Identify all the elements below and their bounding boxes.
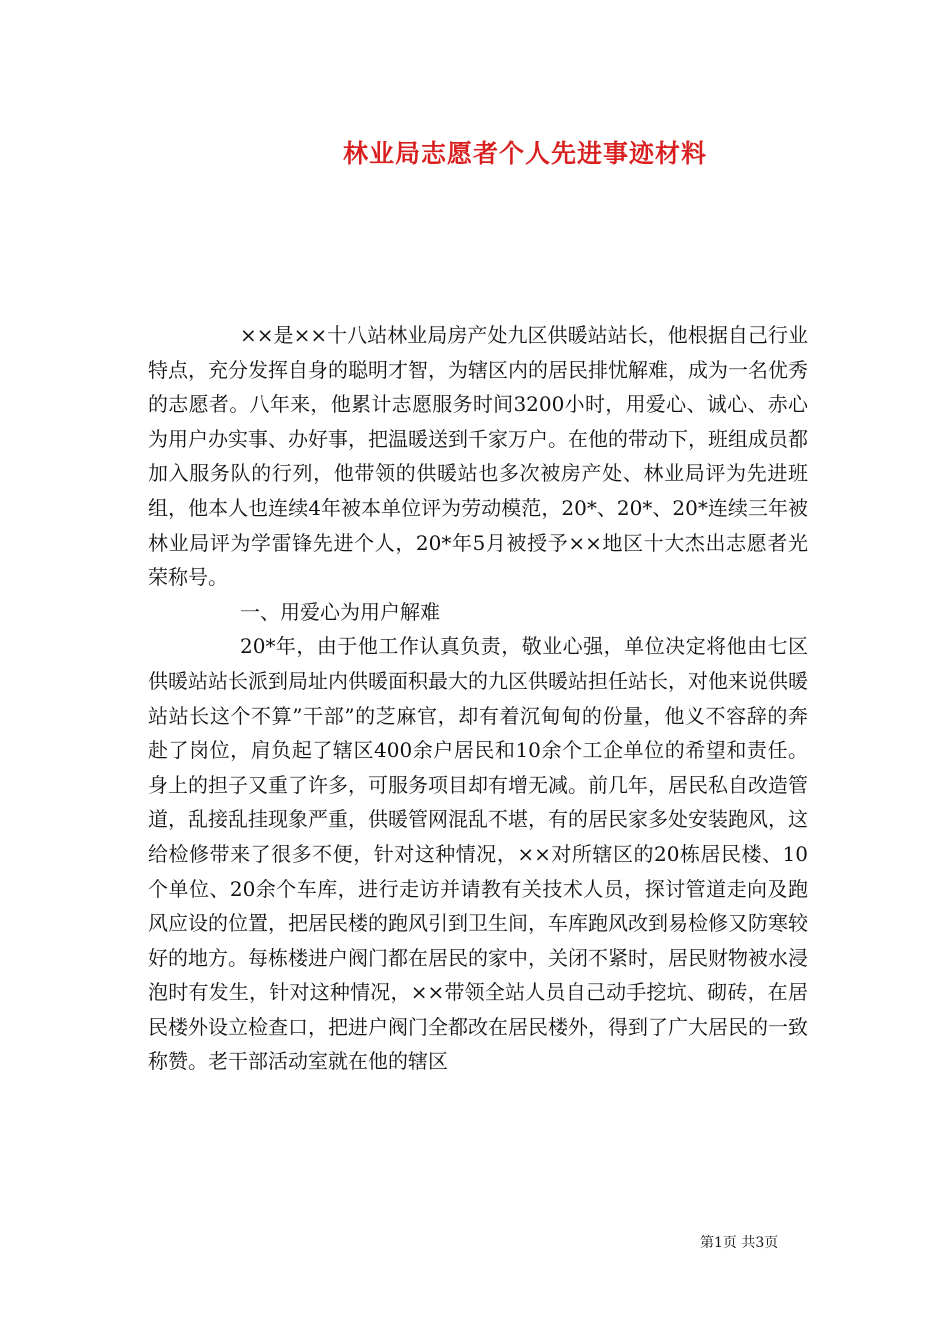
document-title: 林业局志愿者个人先进事迹材料 xyxy=(342,139,707,168)
paragraph-section-1: 20*年，由于他工作认真负责，敬业心强，单位决定将他由七区供暖站站长派到局址内供暖面积最大的九区供暖站担任站长，对他来说供暖站站长这个不算”干部”的芝麻官，却有着沉甸甸的份量，他义不容辞的奔赴了岗位，肩负起了辖区400余户居民和10余个工企单位的希望和责任。身上的担子又重了许多，可服务项目却有增无减。前几年，居民私自改造管道，乱接乱挂现象严重，供暖管网混乱不堪，有的居民家多处安装跑风，这给检修带来了很多不便，针对这种情况，××对所辖区的20栋居民楼、10个单位、20余个车库，进行走访并请教有关技术人员，探讨管道走向及跑风应设的位置，把居民楼的跑风引到卫生间，车库跑风改到易检修又防寒较好的地方。每栋楼进户阀门都在居民的家中，关闭不紧时，居民财物被水浸泡时有发生，针对这种情况，××带领全站人员自己动手挖坑、砌砖，在居民楼外设立检查口，把进户阀门全都改在居民楼外，得到了广大居民的一致称赞。老干部活动室就在他的辖区 xyxy=(148,634,808,1074)
document-body xyxy=(148,318,808,1079)
paragraph-intro: ××是××十八站林业局房产处九区供暖站站长，他根据自己行业特点，充分发挥自身的聪明才智，为辖区内的居民排忧解难，成为一名优秀的志愿者。八年来，他累计志愿服务时间3200小时，用爱心、诚心、赤心为用户办实事、办好事，把温暖送到千家万户。在他的带动下，班组成员都加入服务队的行列，他带领的供暖站也多次被房产处、林业局评为先进班组，他本人也连续4年被本单位评为劳动模范，20*、20*、20*连续三年被林业局评为学雷锋先进个人，20*年5月被授予××地区十大杰出志愿者光荣称号。 xyxy=(148,323,808,590)
page-number-footer: 第1页 共3页 xyxy=(700,1235,779,1251)
section-heading: 一、用爱心为用户解难 xyxy=(240,599,440,624)
